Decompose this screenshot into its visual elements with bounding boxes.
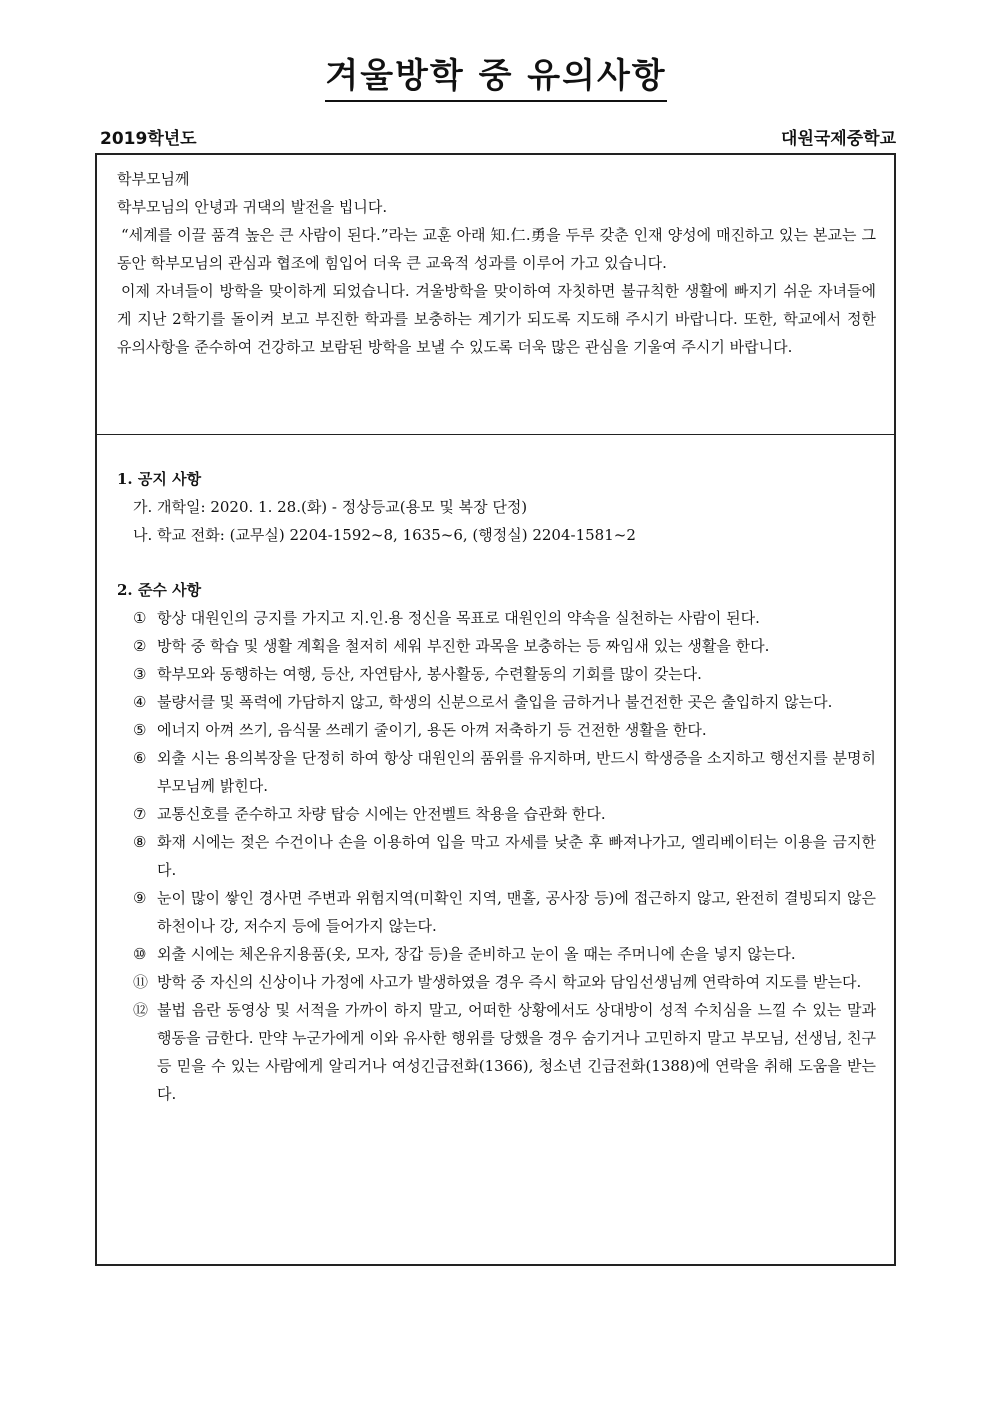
rule-item [133, 688, 876, 716]
rules-heading: 2. 준수 사항 [117, 581, 202, 599]
rule-text: 불법 음란 동영상 및 서적을 가까이 하지 말고, 어떠한 상황에서도 상대방이 성적 수치심을 느낄 수 있는 말과 행동을 금한다. 만약 누군가에게 이와 유사한 행위를 당했을 경우 숨기거나 고민하지 말고 부모님, 선생님, 친구 등 믿을 수 있는 사람에게 알리거나 여성긴급전화(1366), 청소년 긴급전화(1388)에 연락을 취해 도움을 받는다. [157, 1001, 876, 1103]
rule-item [133, 996, 876, 1108]
greeting-paragraph-1: “세계를 이끌 품격 높은 큰 사람이 된다.”라는 교훈 아래 知.仁.勇을 두루 갖춘 인재 양성에 매진하고 있는 본교는 그 동안 학부모님의 관심과 협조에 힘입어 더욱 큰 교육적 성과를 이루어 가고 있습니다. [117, 226, 876, 272]
notice-school-phone: 나. 학교 전화: (교무실) 2204-1592~8, 1635~6, (행정실) 2204-1581~2 [133, 526, 636, 544]
rule-number: ⑤ [133, 721, 147, 739]
rule-item [133, 940, 876, 968]
rule-number: ⑥ [133, 749, 147, 767]
document-title [0, 48, 992, 97]
rule-text: 화재 시에는 젖은 수건이나 손을 이용하여 입을 막고 자세를 낮춘 후 빠져나가고, 엘리베이터는 이용을 금지한다. [157, 833, 876, 879]
rule-number: ③ [133, 665, 147, 683]
rule-item [133, 968, 876, 996]
rule-number: ⑫ [133, 1001, 149, 1019]
rule-text: 외출 시에는 체온유지용품(옷, 모자, 장갑 등)을 준비하고 눈이 올 때는 주머니에 손을 넣지 않는다. [157, 945, 796, 963]
rule-text: 학부모와 동행하는 여행, 등산, 자연탐사, 봉사활동, 수련활동의 기회를 많이 갖는다. [157, 665, 702, 683]
rule-item [133, 828, 876, 884]
rule-number: ④ [133, 693, 147, 711]
greeting-salutation: 학부모님께 [117, 170, 190, 188]
rule-text: 항상 대원인의 긍지를 가지고 지.인.용 정신을 목표로 대원인의 약속을 실천하는 사람이 된다. [157, 609, 760, 627]
rule-item [133, 800, 876, 828]
greeting-paragraph-2: 이제 자녀들이 방학을 맞이하게 되었습니다. 겨울방학을 맞이하여 자칫하면 불규칙한 생활에 빠지기 쉬운 자녀들에게 지난 2학기를 돌이켜 보고 부진한 학과를 보충하는 계기가 되도록 지도해 주시기 바랍니다. 또한, 학교에서 정한 유의사항을 준수하여 건강하고 보람된 방학을 보낼 수 있도록 더욱 많은 관심을 기울여 주시기 바랍니다. [117, 282, 876, 356]
rule-number: ① [133, 609, 147, 627]
greeting-line: 학부모님의 안녕과 귀댁의 발전을 빕니다. [117, 198, 388, 216]
school-year: 2019학년도 [100, 129, 197, 149]
rule-text: 외출 시는 용의복장을 단정히 하여 항상 대원인의 품위를 유지하며, 반드시 학생증을 소지하고 행선지를 분명히 부모님께 밝힌다. [157, 749, 876, 795]
content-section [97, 435, 894, 1108]
rule-item [133, 716, 876, 744]
rule-number: ⑦ [133, 805, 147, 823]
notices-heading: 1. 공지 사항 [117, 470, 202, 488]
rule-number: ⑪ [133, 973, 149, 991]
rule-number: ⑨ [133, 889, 147, 907]
notice-reopening-date: 가. 개학일: 2020. 1. 28.(화) - 정상등교(용모 및 복장 단정) [133, 498, 528, 516]
greeting-section [97, 155, 894, 435]
rule-number: ⑧ [133, 833, 147, 851]
rule-text: 눈이 많이 쌓인 경사면 주변과 위험지역(미확인 지역, 맨홀, 공사장 등)에 접근하지 않고, 완전히 결빙되지 않은 하천이나 강, 저수지 등에 들어가지 않는다. [157, 889, 876, 935]
rules-list [117, 604, 876, 1108]
rule-text: 에너지 아껴 쓰기, 음식물 쓰레기 줄이기, 용돈 아껴 저축하기 등 건전한 생활을 한다. [157, 721, 707, 739]
rule-text: 방학 중 학습 및 생활 계획을 철저히 세워 부진한 과목을 보충하는 등 짜임새 있는 생활을 한다. [157, 637, 770, 655]
document-title-text: 겨울방학 중 유의사항 [325, 56, 666, 102]
notice-box [95, 153, 896, 1266]
rule-item [133, 604, 876, 632]
rule-number: ② [133, 637, 147, 655]
rule-item [133, 744, 876, 800]
rule-number: ⑩ [133, 945, 147, 963]
rule-text: 방학 중 자신의 신상이나 가정에 사고가 발생하였을 경우 즉시 학교와 담임선생님께 연락하여 지도를 받는다. [157, 973, 862, 991]
rule-item [133, 884, 876, 940]
school-name: 대원국제중학교 [781, 129, 896, 149]
rule-item [133, 660, 876, 688]
rule-item [133, 632, 876, 660]
rule-text: 불량서클 및 폭력에 가담하지 않고, 학생의 신분으로서 출입을 금하거나 불건전한 곳은 출입하지 않는다. [157, 693, 833, 711]
rule-text: 교통신호를 준수하고 차량 탑승 시에는 안전벨트 착용을 습관화 한다. [157, 805, 606, 823]
